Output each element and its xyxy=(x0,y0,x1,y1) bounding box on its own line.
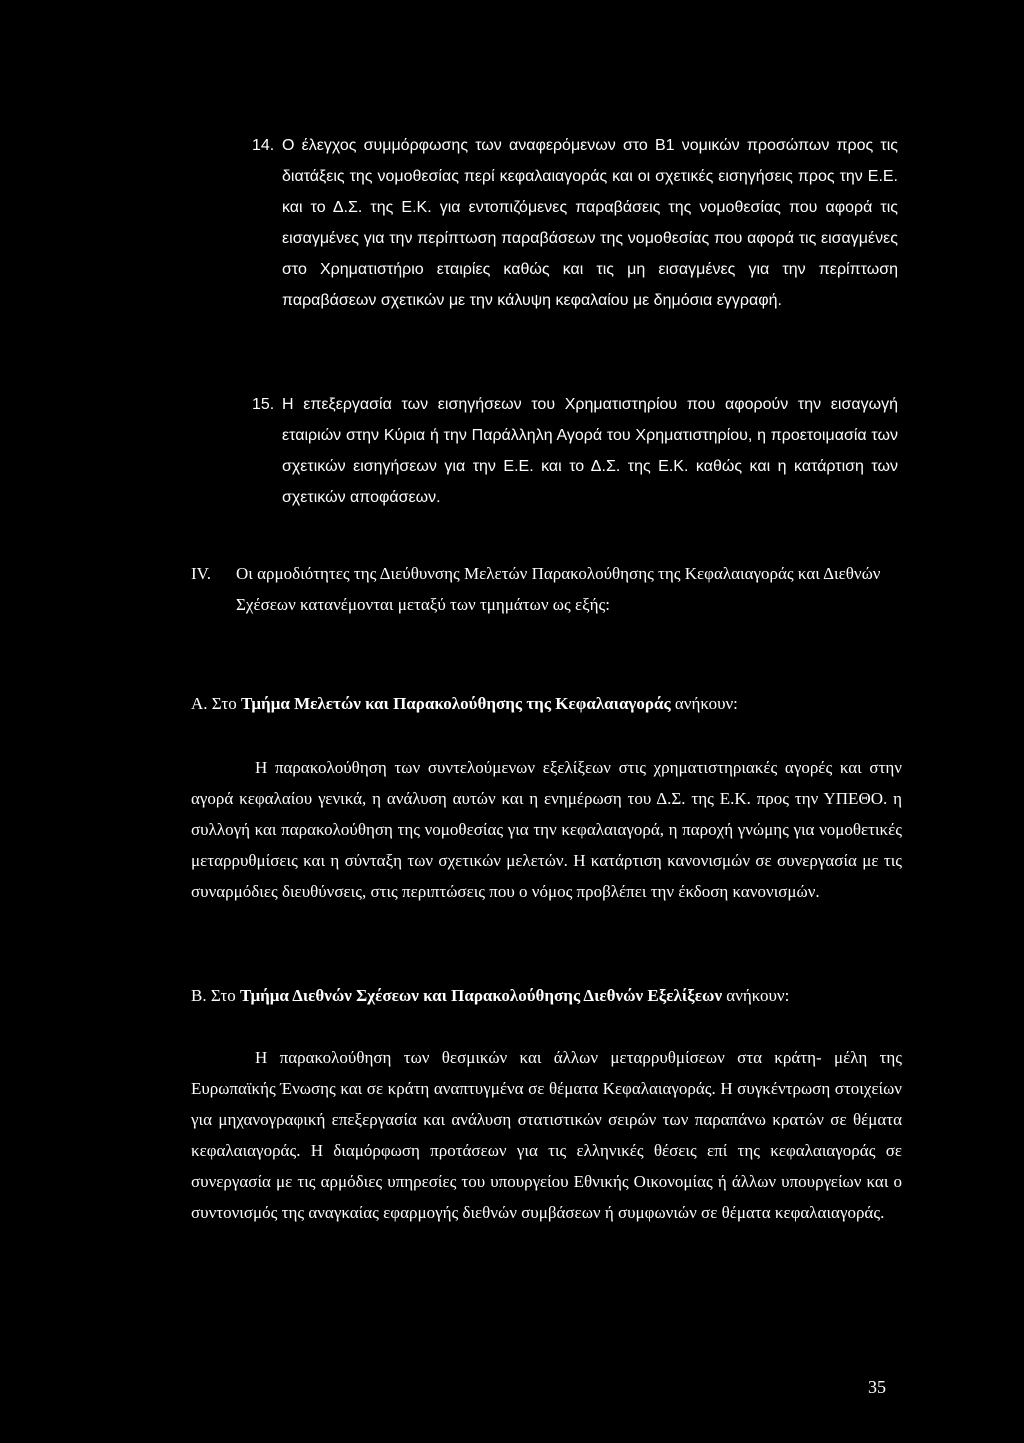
section-iv-number: IV. xyxy=(191,564,211,583)
item-15-text: Η επεξεργασία των εισηγήσεων του Χρηματιστηρίου που αφορούν την εισαγωγή εταιριών στην Κύρια ή την Παράλληλη Αγορά του Χρηματιστηρίου, η προετοιμασία των σχετικών εισηγήσεων για την Ε.Ε. και το Δ.Σ. της Ε.Κ. καθώς και η κατάρτιση των σχετικών αποφάσεων. xyxy=(282,396,898,506)
section-a-heading xyxy=(191,688,911,719)
section-b-department: Τμήμα Διεθνών Σχέσεων και Παρακολούθησης Διεθνών Εξελίξεων xyxy=(240,986,723,1005)
section-b-body: Η παρακολούθηση των θεσμικών και άλλων μεταρρυθμίσεων στα κράτη- μέλη της Ευρωπαϊκής Ένωσης και σε κράτη αναπτυγμένα σε θέματα Κεφαλαιαγοράς. Η συγκέντρωση στοιχείων για μηχανογραφική επεξεργασία και ανάλυση στατιστικών σειρών των παραπάνω κρατών σε θέματα κεφαλαιαγοράς. Η διαμόρφωση προτάσεων για τις ελληνικές θέσεις επί της κεφαλαιαγοράς σε συνεργασία με τις αρμόδιες υπηρεσίες του υπουργείου Εθνικής Οικονομίας ή άλλων υπουργείων και ο συντονισμός της αναγκαίας εφαρμογής διεθνών συμβάσεων ή συμφωνιών σε θέματα κεφαλαιαγοράς. xyxy=(191,1048,902,1222)
item-14-number: 14. xyxy=(252,137,275,154)
item-15-number: 15. xyxy=(252,396,275,413)
item-14-text: Ο έλεγχος συμμόρφωσης των αναφερόμενων στο Β1 νομικών προσώπων προς τις διατάξεις της νομοθεσίας περί κεφαλαιαγοράς και οι σχετικές εισηγήσεις προς την Ε.Ε. και το Δ.Σ. της Ε.Κ. για εντοπιζόμενες παραβάσεις της νομοθεσίας που αφορά τις εισαγμένες για την περίπτωση παραβάσεων της νομοθεσίας που αφορά τις εισαγμένες στο Χρηματιστήριο εταιρίες καθώς και τις μη εισαγμένες για την περίπτωση παραβάσεων σχετικών με την κάλυψη κεφαλαίου με δημόσια εγγραφή. xyxy=(282,137,898,309)
section-a-prefix: Α. Στο xyxy=(191,694,241,713)
section-a-department: Τμήμα Μελετών και Παρακολούθησης της Κεφαλαιαγοράς xyxy=(240,694,671,713)
section-iv-text: Οι αρμοδιότητες της Διεύθυνσης Μελετών Παρακολούθησης της Κεφαλαιαγοράς και Διεθνών Σχέσεων κατανέμονται μεταξύ των τμημάτων ως εξής: xyxy=(236,564,881,614)
page-number: 35 xyxy=(868,1377,886,1397)
section-a-suffix: ανήκουν: xyxy=(670,694,738,713)
section-b-prefix: Β. Στο xyxy=(191,986,241,1005)
section-a-body: Η παρακολούθηση των συντελούμενων εξελίξεων στις χρηματιστηριακές αγορές και στην αγορά κεφαλαίου γενικά, η ανάλυση αυτών και η ενημέρωση του Δ.Σ. της Ε.Κ. προς την ΥΠΕΘΟ. η συλλογή και παρακολούθηση της νομοθεσίας για την κεφαλαιαγορά, η παροχή γνώμης για νομοθετικές μεταρρυθμίσεις και η σύνταξη των σχετικών μελετών. Η κατάρτιση κανονισμών σε συνεργασία με τις συναρμόδιες διευθύνσεις, στις περιπτώσεις που ο νόμος προβλέπει την έκδοση κανονισμών. xyxy=(191,758,902,901)
section-b-heading xyxy=(191,980,911,1011)
section-b-suffix: ανήκουν: xyxy=(722,986,790,1005)
